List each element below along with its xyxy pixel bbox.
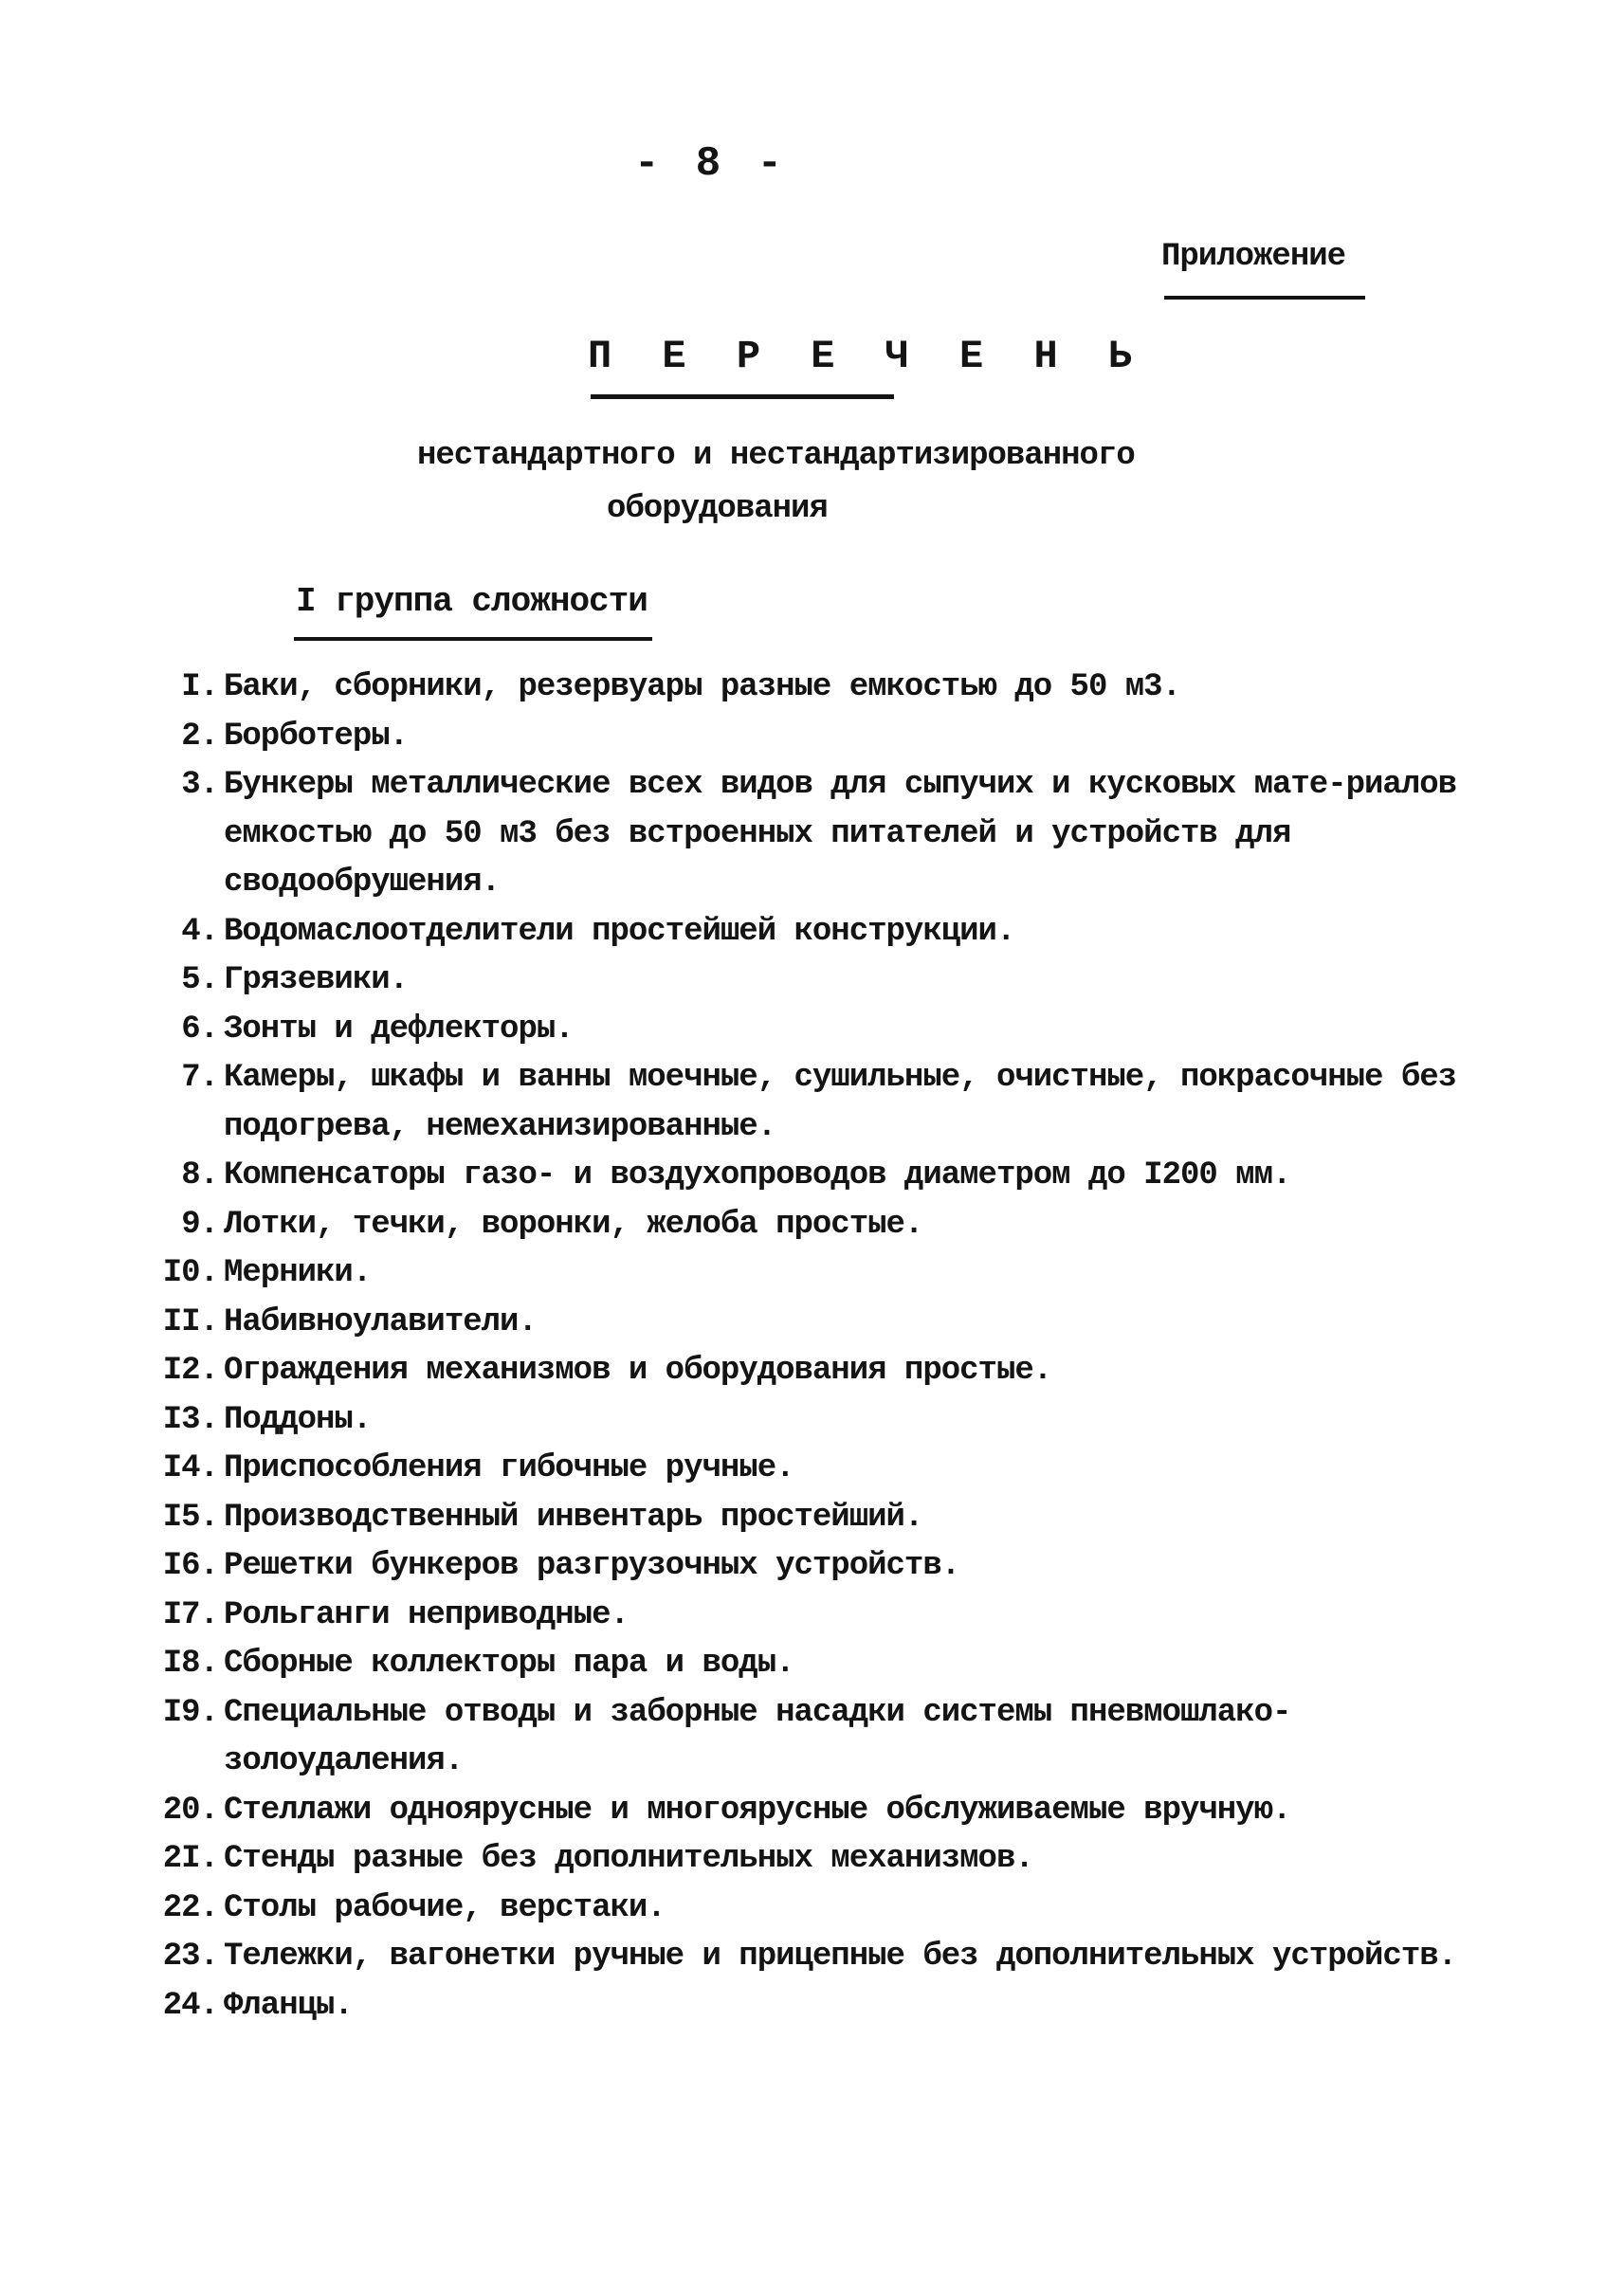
- list-item-text: Ограждения механизмов и оборудования простые.: [224, 1353, 1052, 1389]
- list-item: [152, 1347, 1498, 1396]
- list-item-number: I.: [181, 669, 218, 705]
- list-item-text: Сборные коллекторы пара и воды.: [224, 1646, 794, 1682]
- list-item-text: Производственный инвентарь простейший.: [224, 1499, 923, 1536]
- list-item-text: Специальные отводы и заборные насадки системы пневмошлако-золоудаления.: [224, 1694, 1291, 1779]
- list-item-number: 23.: [162, 1939, 218, 1975]
- list-item-text: Баки, сборники, резервуары разные емкостью до 50 м3.: [224, 669, 1180, 705]
- list-item-text: Поддоны.: [224, 1401, 372, 1438]
- list-item: [152, 1152, 1498, 1201]
- list-item-text: Грязевики.: [224, 962, 409, 998]
- list-item-text: Набивноулавители.: [224, 1303, 537, 1340]
- page-number: - 8 -: [633, 140, 789, 188]
- list-item-number: I4.: [162, 1450, 218, 1486]
- list-item: [152, 1787, 1498, 1836]
- list-item-number: I3.: [162, 1401, 218, 1438]
- list-item: [152, 1396, 1498, 1446]
- list-item-number: I9.: [162, 1694, 218, 1731]
- list-item-number: I6.: [162, 1548, 218, 1584]
- list-item: [152, 1640, 1498, 1689]
- list-item-number: 9.: [181, 1206, 218, 1243]
- list-item-number: I0.: [162, 1255, 218, 1291]
- list-item-text: Зонты и дефлекторы.: [224, 1011, 574, 1047]
- list-item-number: I2.: [162, 1353, 218, 1389]
- list-item: [152, 664, 1498, 713]
- list-item-text: Стеллажи одноярусные и многоярусные обслуживаемые вручную.: [224, 1792, 1291, 1829]
- list-item: [152, 1592, 1498, 1641]
- list-item-text: Борботеры.: [224, 718, 409, 755]
- list-item-number: I8.: [162, 1646, 218, 1682]
- list-item-text: Фланцы.: [224, 1987, 353, 2024]
- list-item-number: 4.: [181, 913, 218, 950]
- group-heading: I группа сложности: [296, 582, 648, 621]
- list-item-text: Тележки, вагонетки ручные и прицепные без дополнительных устройств.: [224, 1939, 1457, 1975]
- list-item: [152, 1054, 1498, 1152]
- list-item-text: Столы рабочие, верстаки.: [224, 1889, 666, 1926]
- list-item-text: Бункеры металлические всех видов для сыпучих и кусковых мате-риалов емкостью до 50 м3 без встроенных питателей и устройств для сводообрушения.: [224, 767, 1457, 901]
- list-item: [152, 1885, 1498, 1934]
- list-item: [152, 1835, 1498, 1885]
- list-item: [152, 956, 1498, 1006]
- subtitle-line-1: нестандартного и нестандартизированного: [417, 438, 1135, 474]
- list-item-number: I7.: [162, 1596, 218, 1633]
- list-item: [152, 1982, 1498, 2031]
- list-item: [152, 1006, 1498, 1055]
- list-item: [152, 713, 1498, 762]
- list-item-number: 24.: [162, 1987, 218, 2024]
- equipment-list: [152, 664, 1498, 2031]
- list-item-text: Компенсаторы газо- и воздухопроводов диаметром до I200 мм.: [224, 1157, 1291, 1193]
- list-item-number: II.: [162, 1303, 218, 1340]
- list-item-text: Решетки бункеров разгрузочных устройств.: [224, 1548, 960, 1584]
- appendix-label: Приложение: [1161, 239, 1346, 275]
- list-item-text: Водомаслоотделители простейшей конструкции.: [224, 913, 1015, 950]
- list-item: [152, 761, 1498, 908]
- list-item: [152, 908, 1498, 957]
- list-item-number: 20.: [162, 1792, 218, 1829]
- group-underline: [294, 637, 652, 641]
- list-item: [152, 1299, 1498, 1348]
- list-item: [152, 1933, 1498, 1982]
- title-underline: [591, 394, 894, 399]
- list-item: [152, 1494, 1498, 1543]
- list-item: [152, 1689, 1498, 1787]
- list-item-text: Лотки, течки, воронки, желоба простые.: [224, 1206, 923, 1243]
- list-item-text: Стенды разные без дополнительных механизмов.: [224, 1841, 1033, 1877]
- list-item-number: 3.: [181, 767, 218, 803]
- list-item: [152, 1542, 1498, 1592]
- list-item-text: Приспособления гибочные ручные.: [224, 1450, 794, 1486]
- list-item-number: 8.: [181, 1157, 218, 1193]
- list-item-text: Мерники.: [224, 1255, 372, 1291]
- list-item-number: I5.: [162, 1499, 218, 1536]
- list-item-text: Камеры, шкафы и ванны моечные, сушильные, очистные, покрасочные без подогрева, немеханизированные.: [224, 1060, 1457, 1145]
- list-item-number: 6.: [181, 1011, 218, 1047]
- document-title: П Е Р Е Ч Е Н Ь: [588, 334, 1146, 379]
- list-item-number: 7.: [181, 1060, 218, 1096]
- list-item-number: 2I.: [162, 1841, 218, 1877]
- list-item-text: Рольганги неприводные.: [224, 1596, 629, 1633]
- appendix-underline: [1164, 296, 1365, 300]
- list-item-number: 22.: [162, 1889, 218, 1926]
- list-item-number: 2.: [181, 718, 218, 755]
- subtitle-line-2: оборудования: [607, 491, 828, 527]
- list-item: [152, 1249, 1498, 1299]
- list-item: [152, 1445, 1498, 1494]
- list-item-number: 5.: [181, 962, 218, 998]
- list-item: [152, 1201, 1498, 1250]
